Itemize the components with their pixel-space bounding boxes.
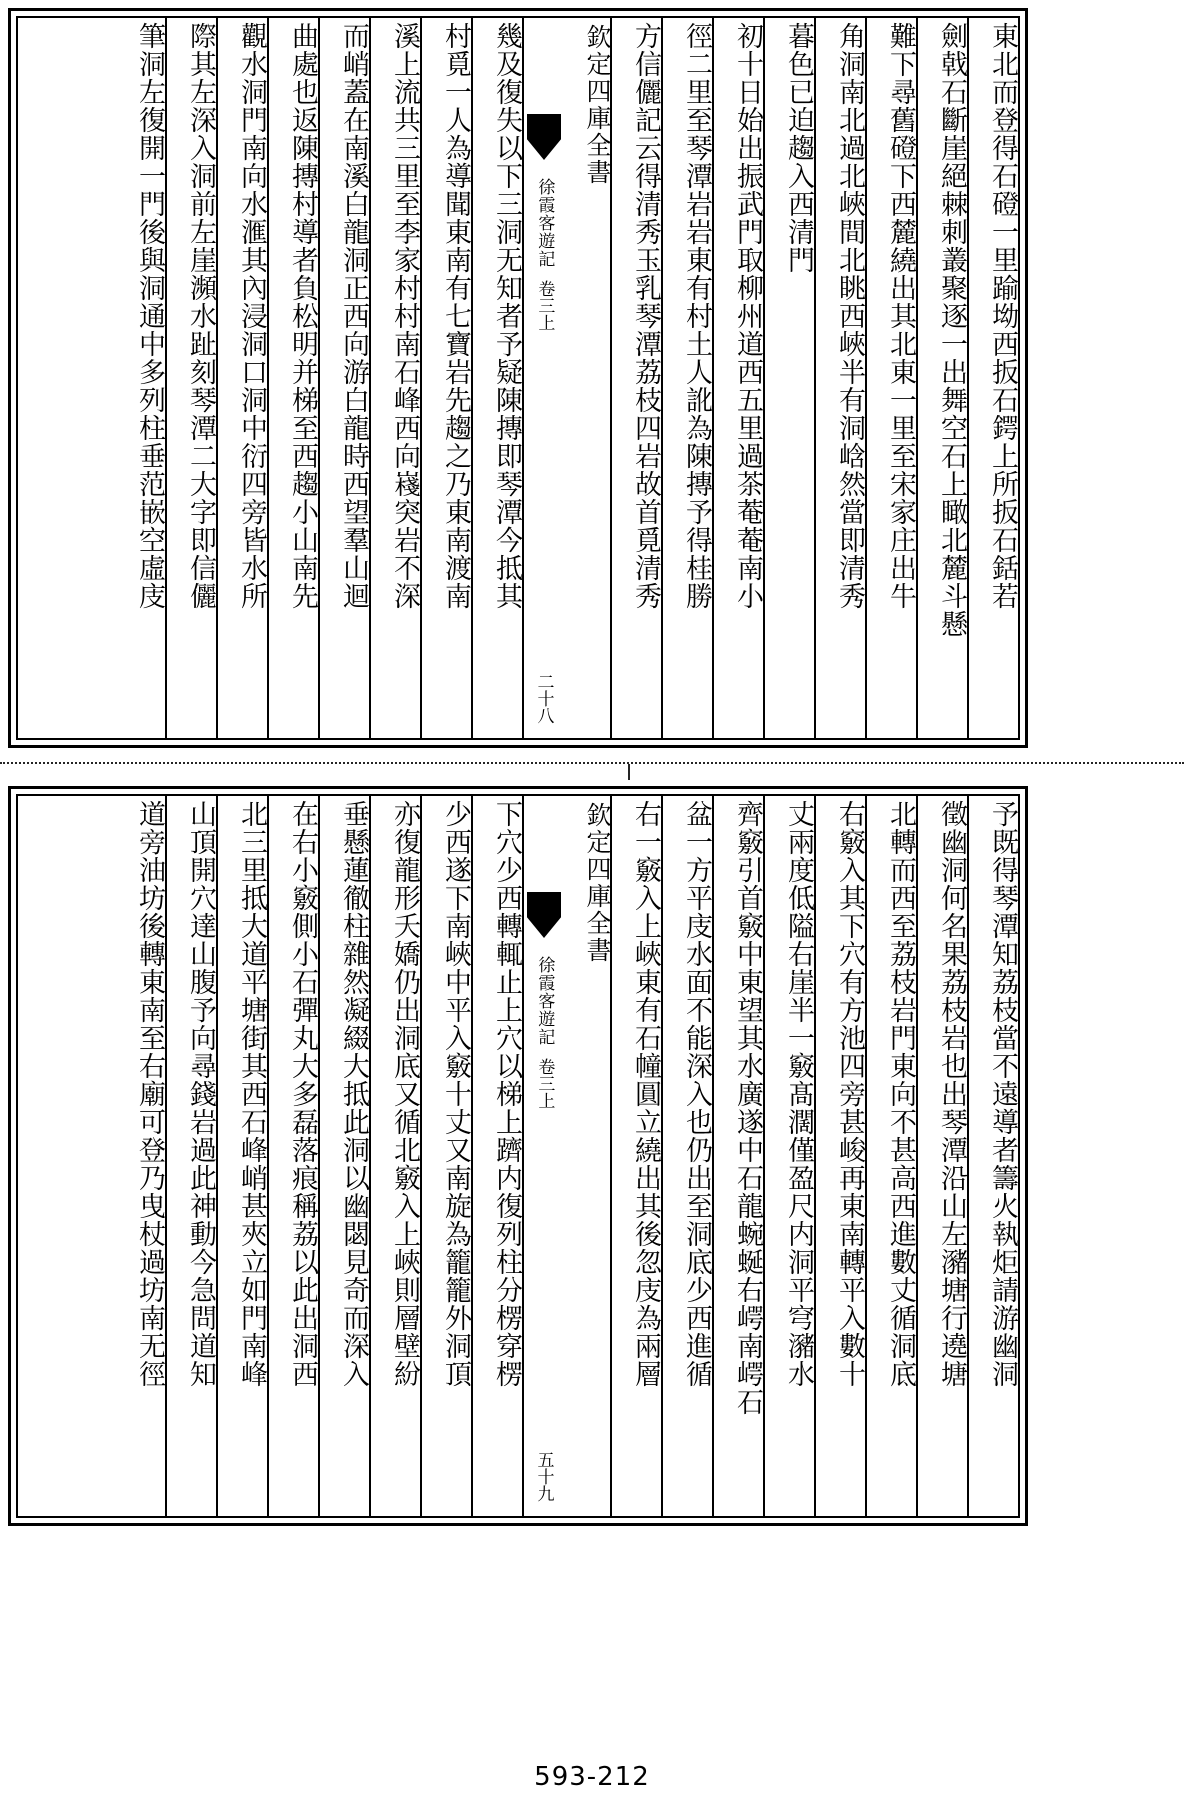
- fish-tail-mark: [527, 892, 561, 938]
- text-column: 下穴少西轉輒止上穴以梯上躋内復列柱分楞穿楞: [471, 796, 522, 1516]
- banxin-marks: [524, 796, 564, 1516]
- series-title: 欽定四庫全書: [583, 24, 612, 186]
- text-column: 筆洞左復開一門後與洞通中多列柱垂范嵌空虛庋: [134, 22, 165, 610]
- text-column: 亦復龍形夭嬌仍出洞底又循北竅入上峽則層壁紛: [369, 796, 420, 1516]
- text-column: 徵幽洞何名果荔枝岩也出琴潭沿山左瀦塘行遶塘: [916, 796, 967, 1516]
- text-column: 右一竅入上峽東有石幢圓立繞出其後忽庋為兩層: [610, 796, 661, 1516]
- text-column: 垂懸蓮徹柱雜然凝綴大抵此洞以幽閟見奇而深入: [318, 796, 369, 1516]
- banxin-marks: [524, 18, 564, 738]
- juan-label: 卷三上: [534, 1058, 555, 1109]
- leaf-separator: [0, 762, 1184, 764]
- text-column: 幾及復失以下三洞无知者予疑陳摶即琴潭今抵其: [471, 18, 522, 738]
- text-column: 予既得琴潭知荔枝當不遠導者籌火執炬請游幽洞: [967, 796, 1018, 1516]
- text-column: 際其左深入洞前左崖瀕水趾刻琴潭二大字即信儷: [165, 18, 216, 738]
- juan-label: 卷三上: [534, 280, 555, 331]
- leaf-top-inner: [16, 16, 1020, 740]
- text-column: 難下尋舊磴下西麓繞出其北東一里至宋家庄出牛: [865, 18, 916, 738]
- work-title: 徐霞客遊記: [534, 956, 555, 1046]
- text-column: 盆一方平庋水面不能深入也仍出至洞底少西進循: [661, 796, 712, 1516]
- text-column: 而峭蓋在南溪白龍洞正西向游白龍時西望羣山迴: [318, 18, 369, 738]
- text-column: 北三里抵大道平塘街其西石峰峭甚夾立如門南峰: [216, 796, 267, 1516]
- text-column: 徑二里至琴潭岩岩東有村土人訛為陳摶予得桂勝: [661, 18, 712, 738]
- banxin-center-strip: [522, 796, 610, 1516]
- text-column: 少西遂下南峽中平入竅十丈又南旋為籠籠外洞頂: [420, 796, 471, 1516]
- text-column: 北轉而西至荔枝岩門東向不甚高西進數丈循洞底: [865, 796, 916, 1516]
- leaf-bottom: [8, 786, 1028, 1526]
- text-column: 東北而登得石磴一里踰坳西扳石鍔上所扳石銛若: [967, 18, 1018, 738]
- text-column: 初十日始出振武門取柳州道西五里過茶菴菴南小: [712, 18, 763, 738]
- series-title: 欽定四庫全書: [583, 802, 612, 964]
- work-title: 徐霞客遊記: [534, 178, 555, 268]
- text-column: 在右小竅側小石彈丸大多磊落痕稱荔以此出洞西: [267, 796, 318, 1516]
- fish-tail-mark: [527, 114, 561, 160]
- text-column: 丈兩度低隘右崖半一竅髙濶僅盈尺内洞平穹瀦水: [763, 796, 814, 1516]
- folio-number: 593-212: [534, 1762, 650, 1792]
- text-column: 溪上流共三里至李家村村南石峰西向嶘突岩不深: [369, 18, 420, 738]
- text-column: 村覓一人為導聞東南有七寶岩先趨之乃東南渡南: [420, 18, 471, 738]
- text-column: 方信儷記云得清秀玉乳琴潭荔枝四岩故首覓清秀: [610, 18, 661, 738]
- leaf-page-number: 二十八: [533, 673, 554, 724]
- text-column: 暮色已迫趨入西清門: [763, 18, 814, 738]
- leaf-page-number: 五十九: [533, 1451, 554, 1502]
- banxin-center-strip: [522, 18, 610, 738]
- separator-tick: [628, 764, 630, 780]
- text-column: 曲處也返陳摶村導者負松明并梯至西趨小山南先: [267, 18, 318, 738]
- text-column: 觀水洞門南向水滙其內浸洞口洞中衍四旁皆水所: [216, 18, 267, 738]
- text-column: 劍戟石斷崖絕棘刺叢聚逐一出舞空石上瞰北麓斗懸: [916, 18, 967, 738]
- text-column: 右竅入其下穴有方池四旁甚峻再東南轉平入數十: [814, 796, 865, 1516]
- text-column: 道旁油坊後轉東南至右廟可登乃曳杖過坊南无徑: [134, 800, 165, 1388]
- text-column: 山頂開穴達山腹予向尋錢岩過此神動今急問道知: [165, 796, 216, 1516]
- text-column: 角洞南北過北峽間北眺西峽半有洞㟏然當即清秀: [814, 18, 865, 738]
- text-column: 齊竅引首竅中東望其水廣遂中石龍蜿蜒右崿南崿石: [712, 796, 763, 1516]
- leaf-top: [8, 8, 1028, 748]
- leaf-bottom-inner: [16, 794, 1020, 1518]
